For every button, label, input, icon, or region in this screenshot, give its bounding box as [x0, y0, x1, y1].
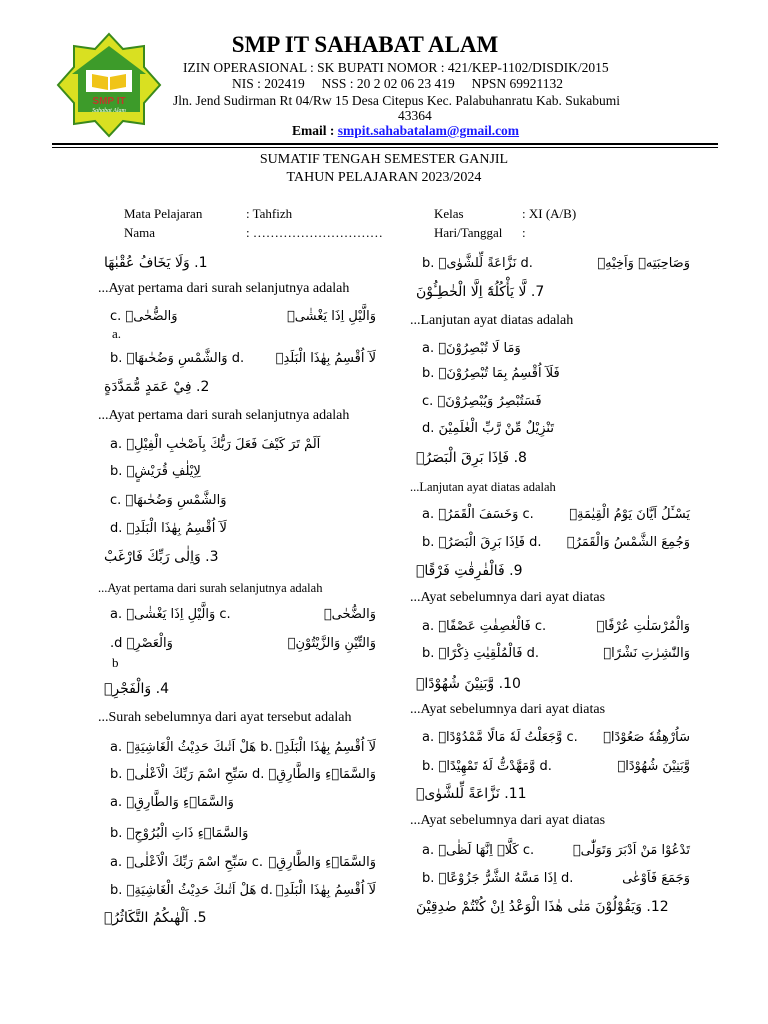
- answer-option: وَجَمَعَ فَاَوْعٰى: [622, 871, 690, 886]
- answer-option: b. اِذَا مَسَّهُ الشَّرُّ جَزُوْعًاۙ d.: [422, 871, 574, 886]
- option-marker: b: [112, 655, 119, 670]
- question-prompt: ...Ayat sebelumnya dari ayat diatas: [410, 813, 606, 828]
- mapel-label: Mata Pelajaran: [124, 206, 203, 221]
- logo-text-top: SMP IT: [92, 96, 126, 107]
- question-prompt: ...Ayat sebelumnya dari ayat diatas: [410, 702, 606, 717]
- answer-option: وَّبَنِيْنَ شُهُوْدًاۙ: [617, 759, 690, 774]
- address-postcode: 43364: [398, 108, 432, 123]
- answer-option: b. وَّمَهَّدْتُّ لَهٗ تَمْهِيْدًاۙ d.: [422, 759, 552, 774]
- answer-option: a. فَالْعٰصِفٰتِ عَصْفًاۙ c.: [422, 619, 547, 634]
- answer-option: سَاُرْهِقُهٗ صَعُوْدًاۗ: [603, 730, 690, 745]
- school-logo: [56, 32, 162, 138]
- answer-option: وَالنّٰشِرٰتِ نَشْرًاۙ: [603, 646, 690, 661]
- question-prompt: ...Ayat pertama dari surah selanjutnya adalah: [98, 408, 350, 423]
- kelas-value: : XI (A/B): [522, 206, 577, 221]
- nama-value: : …………………………: [246, 225, 383, 240]
- question-item: 3. وَاِلٰى رَبِّكَ فَارْغَبْ: [104, 549, 219, 565]
- answer-option: وَالسَّمَاۤءِ وَالطَّارِقِۙ: [268, 767, 376, 782]
- question-item: 5. اَلْهٰىكُمُ التَّكَاثُرُۙ: [104, 910, 207, 926]
- answer-option: وَالتِّيْنِ وَالزَّيْتُوْنِۙ: [287, 636, 376, 651]
- question-prompt: ...Surah sebelumnya dari ayat tersebut adalah: [98, 710, 352, 725]
- question-item: 7. لَّا يَأْكُلُهٗٓ اِلَّا الْخٰطِـُٔوْنَ: [416, 284, 545, 300]
- kelas-label: Kelas: [434, 206, 464, 221]
- answer-option: وَالْعَصْرِۙ d.: [110, 636, 173, 651]
- answer-option: a. اَلَمْ تَرَ كَيْفَ فَعَلَ رَبُّكَ بِاَصْحٰبِ الْفِيْلِۗ: [110, 437, 321, 452]
- answer-option: b. وَالسَّمَاۤءِ ذَاتِ الْبُرُوْجِۙ: [110, 826, 249, 841]
- mapel-value: : Tahfizh: [246, 206, 293, 221]
- answer-option: وَالَّيْلِ اِذَا يَغْشٰىۙ: [286, 309, 376, 324]
- question-prompt: ...Ayat pertama dari surah selanjutnya adalah: [98, 281, 350, 296]
- answer-option: a. وَالسَّمَاۤءِ وَالطَّارِقِۙ: [110, 795, 234, 810]
- answer-option: a. كَلَّاۗ اِنَّهَا لَظٰىۙ c.: [422, 843, 535, 858]
- answer-option: وَجُمِعَ الشَّمْسُ وَالْقَمَرُۙ: [566, 535, 690, 550]
- question-item: 11. نَزَّاعَةً لِّلشَّوٰىۖ: [416, 786, 527, 802]
- answer-option: b. هَلْ اَتٰىكَ حَدِيْثُ الْغَاشِيَةِۗ d.: [110, 883, 273, 898]
- hari-label: Hari/Tanggal: [434, 225, 503, 240]
- answer-option: وَصَاحِبَتِهٖ وَاَخِيْهِۙ: [597, 256, 690, 271]
- question-prompt: ...Ayat sebelumnya dari ayat diatas: [410, 590, 606, 605]
- answer-option: c. فَسَتُبْصِرُ وَيُبْصِرُوْنَۙ: [422, 394, 542, 409]
- answer-option: وَالْمُرْسَلٰتِ عُرْفًاۙ: [596, 619, 690, 634]
- answer-option: d. لَآ اُقْسِمُ بِهٰذَا الْبَلَدِۙ: [110, 521, 227, 536]
- answer-option: d. تَنْزِيْلٌ مِّنْ رَّبِّ الْعٰلَمِيْنَ: [422, 421, 554, 436]
- question-item: 4. وَالْفَجْرِۙ: [104, 681, 169, 697]
- answer-option: وَالسَّمَاۤءِ وَالطَّارِقِۙ: [268, 855, 376, 870]
- answer-option: c. وَالضُّحٰىۙ: [110, 309, 178, 324]
- answer-option: c. وَالشَّمْسِ وَضُحٰىهَاۖ: [110, 493, 227, 508]
- answer-option: a. سَبِّحِ اسْمَ رَبِّكَ الْاَعْلٰىۙ c.: [110, 855, 263, 870]
- question-item: 9. فَالْفٰرِقٰتِ فَرْقًاۙ: [416, 563, 523, 579]
- email-link[interactable]: smpit.sahabatalam@gmail.com: [337, 123, 520, 138]
- question-item: 12. وَيَقُوْلُوْنَ مَتٰى هٰذَا الْوَعْدُ اِنْ كُنْتُمْ صٰدِقِيْنَ: [416, 899, 669, 915]
- answer-option: b. فَلَآ اُقْسِمُ بِمَا تُبْصِرُوْنَۙ: [422, 366, 560, 381]
- option-marker: a.: [112, 326, 122, 341]
- exam-year: TAHUN PELAJARAN 2023/2024: [286, 170, 482, 185]
- answer-option: b. سَبِّحِ اسْمَ رَبِّكَ الْاَعْلٰىۙ d.: [110, 767, 265, 782]
- answer-option: a. هَلْ اَتٰىكَ حَدِيْثُ الْغَاشِيَةِۗ b.: [110, 740, 273, 755]
- answer-option: a. وَالَّيْلِ اِذَا يَغْشٰىۙ c.: [110, 607, 231, 622]
- question-item: 8. فَاِذَا بَرِقَ الْبَصَرُۙ: [416, 450, 527, 466]
- answer-option: لَآ اُقْسِمُ بِهٰذَا الْبَلَدِۙ: [275, 740, 376, 755]
- header-rule: [52, 143, 718, 145]
- answer-option: a. وَمَا لَا تُبْصِرُوْنَۙ: [422, 341, 521, 356]
- question-item: 10. وَّبَنِيْنَ شُهُوْدًاۙ: [416, 676, 521, 692]
- answer-option: b. نَزَّاعَةً لِّلشَّوٰىۖ d.: [422, 256, 533, 271]
- answer-option: لَآ اُقْسِمُ بِهٰذَا الْبَلَدِۙ: [275, 883, 376, 898]
- logo-text-bottom: Sahabat Alam: [92, 108, 126, 114]
- answer-option: b. فَالْمُلْقِيٰتِ ذِكْرًاۙ d.: [422, 646, 539, 661]
- hari-value: :: [522, 225, 526, 240]
- answer-option: a. وَّجَعَلْتُ لَهٗ مَالًا مَّمْدُوْدًاۙ c.: [422, 730, 578, 745]
- answer-option: b. فَاِذَا بَرِقَ الْبَصَرُۙ d.: [422, 535, 542, 550]
- nama-label: Nama: [124, 225, 156, 240]
- question-item: 1. وَلَا يَخَافُ عُقْبٰهَا: [104, 255, 208, 271]
- ids-line: NIS : 202419 NSS : 20 2 02 06 23 419 NPSN 69921132: [232, 76, 564, 91]
- answer-option: وَالضُّحٰىۙ: [323, 607, 376, 622]
- school-name: SMP IT SAHABAT ALAM: [231, 32, 499, 57]
- question-item: 2. فِيْ عَمَدٍ مُّمَدَّدَةٍ: [104, 379, 210, 395]
- address-line: Jln. Jend Sudirman Rt 04/Rw 15 Desa Citepus Kec. Palabuhanratu Kab. Sukabumi: [173, 93, 620, 108]
- answer-option: b. لِاِيْلٰفِ قُرَيْشٍۙ: [110, 464, 201, 479]
- email-label: Email :: [292, 123, 335, 138]
- question-prompt: ...Lanjutan ayat diatas adalah: [410, 480, 556, 494]
- answer-option: لَآ اُقْسِمُ بِهٰذَا الْبَلَدِۙ: [275, 351, 376, 366]
- question-prompt: ...Lanjutan ayat diatas adalah: [410, 313, 574, 328]
- answer-option: تَدْعُوْا مَنْ اَدْبَرَ وَتَوَلّٰىۙ: [572, 843, 690, 858]
- email-row: [292, 123, 519, 139]
- answer-option: a. وَخَسَفَ الْقَمَرُۙ c.: [422, 507, 534, 522]
- exam-title: SUMATIF TENGAH SEMESTER GANJIL: [259, 152, 509, 167]
- header-rule-thin: [52, 147, 718, 148]
- izin-line: IZIN OPERASIONAL : SK BUPATI NOMOR : 421/KEP-1102/DISDIK/2015: [183, 60, 609, 75]
- question-prompt: ...Ayat pertama dari surah selanjutnya adalah: [98, 581, 323, 595]
- answer-option: يَسْـَٔلُ اَيَّانَ يَوْمُ الْقِيٰمَةِۗ: [569, 507, 690, 522]
- answer-option: b. وَالشَّمْسِ وَضُحٰىهَاۖ d.: [110, 351, 245, 366]
